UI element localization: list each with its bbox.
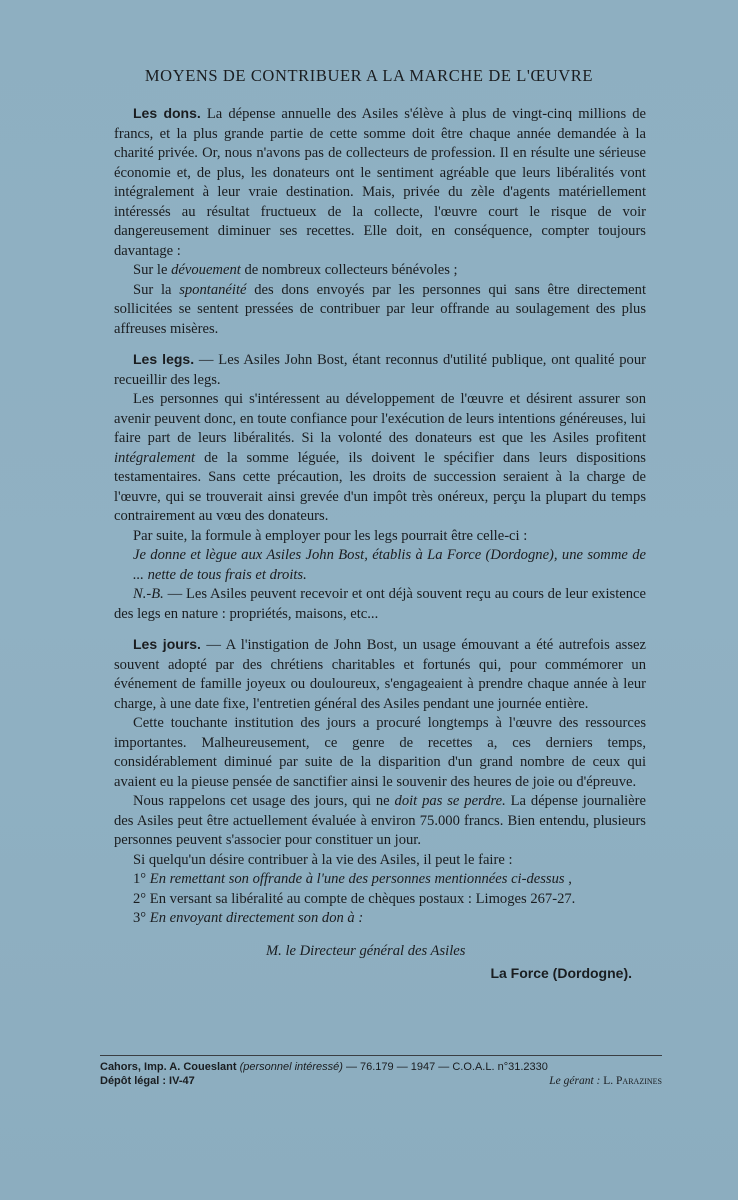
imprint-manager [549, 1074, 662, 1088]
dons-paragraph-3 [114, 281, 646, 340]
imprint-row-1 [100, 1060, 662, 1074]
jours-text-3a: Nous rappelons cet usage des jours, qui ne [133, 793, 395, 809]
list-item-text-post: , [564, 871, 572, 887]
jours-text-3b: La dépense journalière des Asiles peut être actuellement évaluée à environ 75.000 francs. Bien entendu, plusieurs personnes peuvent s'associer pour constituer un jour. [114, 793, 646, 848]
legs-text-1: — Les Asiles John Bost, étant reconnus d'utilité publique, ont qualité pour recueillir des legs. [114, 352, 646, 388]
legs-text-2-em: intégralement [114, 449, 196, 466]
imprint-legal-deposit: Dépôt légal : IV-47 [100, 1075, 195, 1087]
list-item [114, 890, 646, 910]
list-item-number: 1° [133, 871, 147, 887]
dons-text-2b: de nombreux collecteurs bénévoles ; [240, 262, 458, 278]
legs-text-2a: Les personnes qui s'intéressent au développement de l'œuvre et désirent assurer son avenir peuvent donc, en toute confiance pour l'exécution de leurs intentions généreuses, lui faire part de leurs libéralités. Si la volonté des donateurs est que les Asiles profitent [114, 391, 646, 446]
page-title: MOYENS DE CONTRIBUER A LA MARCHE DE L'ŒUVRE [144, 66, 594, 85]
jours-heading: Les jours. [133, 636, 201, 652]
signature-address: La Force (Dordogne). [490, 965, 632, 981]
dons-text-3b: des dons envoyés par les personnes qui sans être directement sollicitées se sentent pressées de contribuer par leur offrande au soulagement des plus affreuses misères. [114, 281, 646, 337]
signature-block [114, 940, 646, 984]
legs-heading: Les legs. [133, 351, 195, 367]
imprint-ref: — 76.179 — 1947 — C.O.A.L. n°31.2330 [342, 1061, 548, 1073]
list-item-number: 2° [133, 890, 147, 907]
legs-paragraph-2 [114, 390, 646, 527]
list-item [114, 870, 646, 890]
legs-formula: Je donne et lègue aux Asiles John Bost, établis à La Force (Dordogne), une somme de ... nette de tous frais et droits. [133, 547, 646, 583]
dons-text-2a: Sur le [133, 262, 172, 278]
list-item [114, 909, 646, 929]
jours-paragraph-1 [114, 635, 646, 714]
dons-text-2-em: dévouement [171, 262, 241, 278]
jours-paragraph-4: Si quelqu'un désire contribuer à la vie des Asiles, il peut le faire : [133, 851, 513, 868]
legs-nb [114, 585, 646, 624]
imprint-row-2 [100, 1074, 662, 1088]
imprint-manager-name: L. Parazines [600, 1075, 662, 1087]
legs-nb-text: — Les Asiles peuvent recevoir et ont déjà souvent reçu au cours de leur existence des legs en nature : propriétés, maisons, etc... [114, 586, 646, 622]
dons-paragraph-2 [114, 261, 646, 281]
jours-text-1: — A l'instigation de John Bost, un usage émouvant a été autrefois assez souvent adopté par des chrétiens charitables et fortunés qui, pour commémorer un événement de famille joyeux ou douloureux, s'engageaient à prendre chaque année à leur charge, à une date fixe, l'entretien général des Asiles pendant une journée entière. [114, 637, 646, 712]
imprint-note: (personnel intéressé) [239, 1061, 343, 1073]
footer-divider [100, 1055, 662, 1056]
imprint-printer: Cahors, Imp. A. Coueslant [100, 1061, 240, 1073]
dons-paragraph-1 [114, 104, 646, 261]
dons-text-3-em: spontanéité [179, 281, 247, 298]
jours-paragraph-3 [114, 792, 646, 851]
list-item-number: 3° [133, 910, 147, 926]
main-text [114, 104, 646, 929]
signature-recipient: M. le Directeur général des Asiles [266, 943, 466, 959]
list-item-text-em: En envoyant directement son don à : [149, 910, 364, 926]
dons-text-3a: Sur la [133, 281, 180, 298]
jours-paragraph-2: Cette touchante institution des jours a procuré longtemps à l'œuvre des ressources importantes. Malheureusement, ce genre de recettes a, ces derniers temps, considérablement diminué par suite de la disparition d'un grand nombre de ceux qui avaient eu la pieuse pensée de sanctifier ainsi le souvenir des heures de joie ou d'épreuve. [114, 715, 646, 790]
imprint-manager-label: Le gérant : [549, 1075, 601, 1087]
dons-heading: Les dons. [133, 105, 201, 121]
imprint-line-1 [100, 1060, 548, 1074]
list-item-text-em: En remettant son offrande à l'une des personnes mentionnées ci-dessus [149, 871, 565, 887]
legs-paragraph-1 [114, 350, 646, 390]
legs-text-2b: de la somme léguée, ils doivent le spécifier dans leurs dispositions testamentaires. Sans cette précaution, les droits de succession seraient à la charge de l'œuvre, qui se trouverait ainsi grevée d'un impôt très onéreux, perçu la plupart du temps contrairement au vœu des donateurs. [114, 449, 646, 524]
legs-nb-label: N.-B. [133, 586, 164, 602]
printer-imprint [100, 1060, 662, 1088]
list-item-text: En versant sa libéralité au compte de chèques postaux : Limoges 267-27. [149, 890, 576, 907]
jours-text-3-em: doit pas se perdre. [394, 793, 506, 809]
dons-text-1: La dépense annuelle des Asiles s'élève à plus de vingt-cinq millions de francs, et la plus grande partie de cette somme doit être chaque année demandée à la charité privée. Or, nous n'avons pas de collecteurs de profession. Il en résulte une sérieuse économie et, de plus, les donateurs ont le sentiment agréable que leurs libéralités vont intégralement à leur vraie destination. Mais, privée du zèle d'agents matériellement intéressés au résultat fructueux de la collecte, l'œuvre court le risque de voir dangereusement diminuer ses recettes. Elle doit, en conséquence, compter toujours davantage : [114, 106, 646, 259]
legs-paragraph-3: Par suite, la formule à employer pour les legs pourrait être celle-ci : [133, 527, 528, 544]
